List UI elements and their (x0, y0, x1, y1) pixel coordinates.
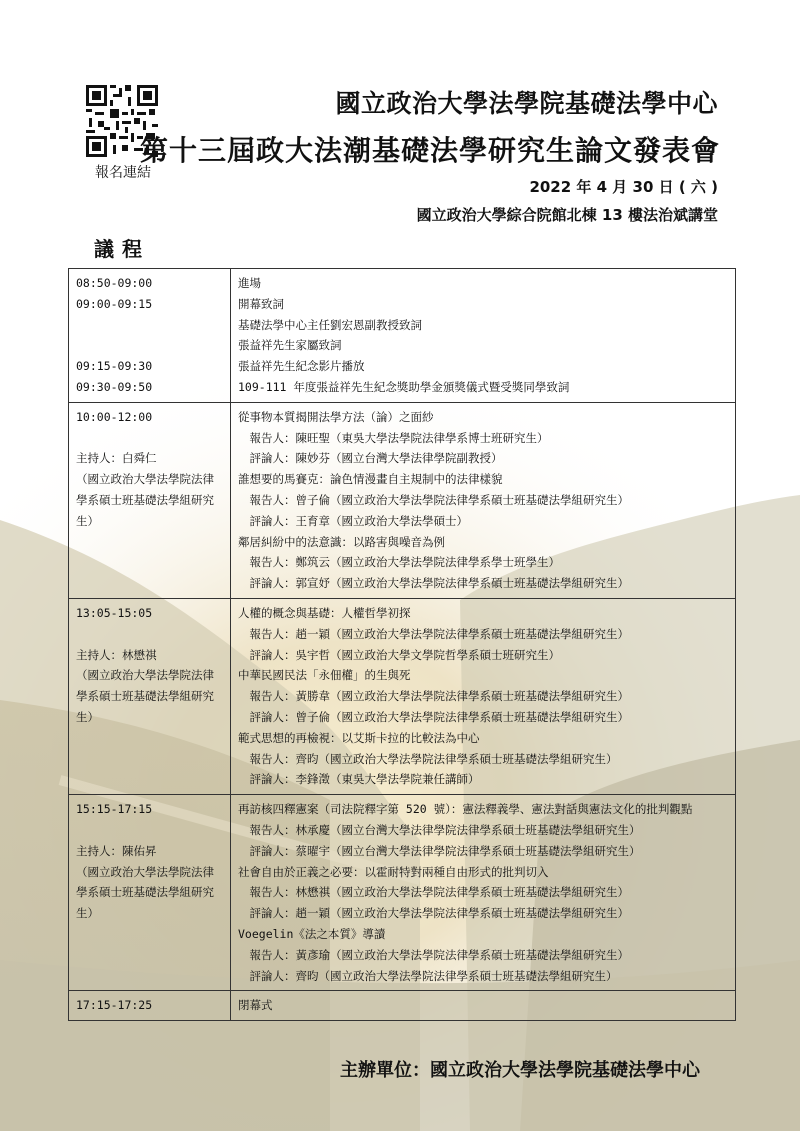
program-cell (231, 269, 736, 403)
time-cell (69, 991, 231, 1021)
program-line: 閉幕式 (238, 998, 273, 1013)
presenter-line: 報告人：黃勝韋（國立政治大學法學院法律學系碩士班基礎法學組研究生） (238, 689, 629, 704)
program-line: 張益祥先生家屬致詞 (238, 338, 342, 353)
session-host: 主持人：白舜仁 (76, 451, 157, 466)
agenda-heading: 議程 (94, 237, 150, 261)
paper-title: 再訪核四釋憲案（司法院釋字第 520 號）：憲法釋義學、憲法對話與憲法文化的批判觀點 (238, 802, 693, 817)
time-spacer (76, 624, 224, 645)
agenda-row-session-2 (69, 598, 736, 794)
presenter-line: 報告人：林懋祺（國立政治大學法學院法律學系碩士班基礎法學組研究生） (238, 885, 629, 900)
session-time: 10:00-12:00 (76, 409, 153, 424)
presenter-line: 報告人：林承慶（國立台灣大學法律學院法律學系碩士班基礎法學組研究生） (238, 822, 641, 837)
commentator-line: 評論人：吳宇哲（國立政治大學文學院哲學系碩士班研究生） (238, 647, 560, 662)
program-line: 進場 (238, 276, 261, 290)
time-spacer (76, 335, 224, 356)
presenter-line: 報告人：陳旺聖（東吳大學法學院法律學系博士班研究生） (238, 430, 549, 445)
commentator-line: 評論人：齊昀（國立政治大學法學院法律學系碩士班基礎法學組研究生） (238, 968, 618, 983)
program-line: 基礎法學中心主任劉宏恩副教授致詞 (238, 317, 422, 332)
session-host-affiliation: （國立政治大學法學院法律學系碩士班基礎法學組研究生） (76, 472, 214, 528)
event-title: 第十三屆政大法潮基礎法學研究生論文發表會 (139, 134, 720, 167)
time-slot: 09:15-09:30 (76, 359, 153, 374)
program-cell (231, 991, 736, 1021)
organization-title: 國立政治大學法學院基礎法學中心 (335, 89, 718, 118)
organizer: 主辦單位：國立政治大學法學院基礎法學中心 (340, 1060, 700, 1081)
paper-title: 範式思想的再檢視：以艾斯卡拉的比較法為中心 (238, 730, 480, 745)
paper-title: 社會自由於正義之必要：以霍耐特對兩種自由形式的批判切入 (238, 864, 549, 879)
session-time: 15:15-17:15 (76, 802, 153, 817)
commentator-line: 評論人：李鋒澂（東吳大學法學院兼任講師） (238, 772, 480, 787)
time-slot: 09:30-09:50 (76, 379, 153, 394)
paper-title: 鄰居糾紛中的法意識：以路害與噪音為例 (238, 534, 445, 549)
commentator-line: 評論人：蔡曜宇（國立台灣大學法律學院法律學系碩士班基礎法學組研究生） (238, 843, 641, 858)
commentator-line: 評論人：王育章（國立政治大學法學碩士） (238, 513, 468, 528)
presenter-line: 報告人：曾子倫（國立政治大學法學院法律學系碩士班基礎法學組研究生） (238, 492, 629, 507)
commentator-line: 評論人：曾子倫（國立政治大學法學院法律學系碩士班基礎法學組研究生） (238, 709, 629, 724)
agenda-row-closing (69, 991, 736, 1021)
time-spacer (76, 820, 224, 841)
paper-title: Voegelin《法之本質》導讀 (238, 926, 386, 941)
time-spacer (76, 315, 224, 336)
agenda-row-opening (69, 269, 736, 403)
session-host: 主持人：陳佑昇 (76, 843, 157, 858)
time-cell (69, 269, 231, 403)
program-cell (231, 402, 736, 598)
commentator-line: 評論人：陳妙芬（國立台灣大學法律學院副教授） (238, 451, 503, 466)
qr-caption: 報名連結 (95, 165, 151, 181)
time-cell (69, 402, 231, 598)
presenter-line: 報告人：鄭筑云（國立政治大學法學院法律學系學士班學生） (238, 555, 560, 570)
session-time: 13:05-15:05 (76, 605, 153, 620)
commentator-line: 評論人：趙一穎（國立政治大學法學院法律學系碩士班基礎法學組研究生） (238, 906, 629, 921)
program-cell (231, 795, 736, 991)
agenda-table (68, 268, 736, 1021)
agenda-row-session-1 (69, 402, 736, 598)
program-line: 開幕致詞 (238, 296, 284, 311)
paper-title: 中華民國民法「永佃權」的生與死 (238, 668, 411, 683)
program-line: 張益祥先生紀念影片播放 (238, 359, 365, 374)
presenter-line: 報告人：黃彥瑜（國立政治大學法學院法律學系碩士班基礎法學組研究生） (238, 947, 629, 962)
agenda-row-session-3 (69, 795, 736, 991)
event-date: 2022 年 4 月 30 日 ( 六 ) (529, 178, 718, 196)
presenter-line: 報告人：齊昀（國立政治大學法學院法律學系碩士班基礎法學組研究生） (238, 751, 618, 766)
commentator-line: 評論人：郭宣妤（國立政治大學法學院法律學系碩士班基礎法學組研究生） (238, 576, 629, 591)
time-spacer (76, 428, 224, 449)
program-line: 109-111 年度張益祥先生紀念獎助學金頒獎儀式暨受獎同學致詞 (238, 379, 570, 394)
paper-title: 誰想要的馬賽克：論色情漫畫自主規制中的法律樣貌 (238, 472, 503, 487)
session-host-affiliation: （國立政治大學法學院法律學系碩士班基礎法學組研究生） (76, 668, 214, 724)
time-slot: 08:50-09:00 (76, 276, 153, 290)
paper-title: 人權的概念與基礎：人權哲學初探 (238, 605, 411, 620)
program-cell (231, 598, 736, 794)
time-cell (69, 598, 231, 794)
presenter-line: 報告人：趙一穎（國立政治大學法學院法律學系碩士班基礎法學組研究生） (238, 626, 629, 641)
time-cell (69, 795, 231, 991)
paper-title: 從事物本質揭開法學方法（論）之面紗 (238, 409, 434, 424)
time-slot: 09:00-09:15 (76, 296, 153, 311)
session-host: 主持人：林懋祺 (76, 647, 157, 662)
event-venue: 國立政治大學綜合院館北棟 13 樓法治斌講堂 (416, 206, 718, 224)
session-time: 17:15-17:25 (76, 998, 153, 1013)
session-host-affiliation: （國立政治大學法學院法律學系碩士班基礎法學組研究生） (76, 864, 214, 921)
